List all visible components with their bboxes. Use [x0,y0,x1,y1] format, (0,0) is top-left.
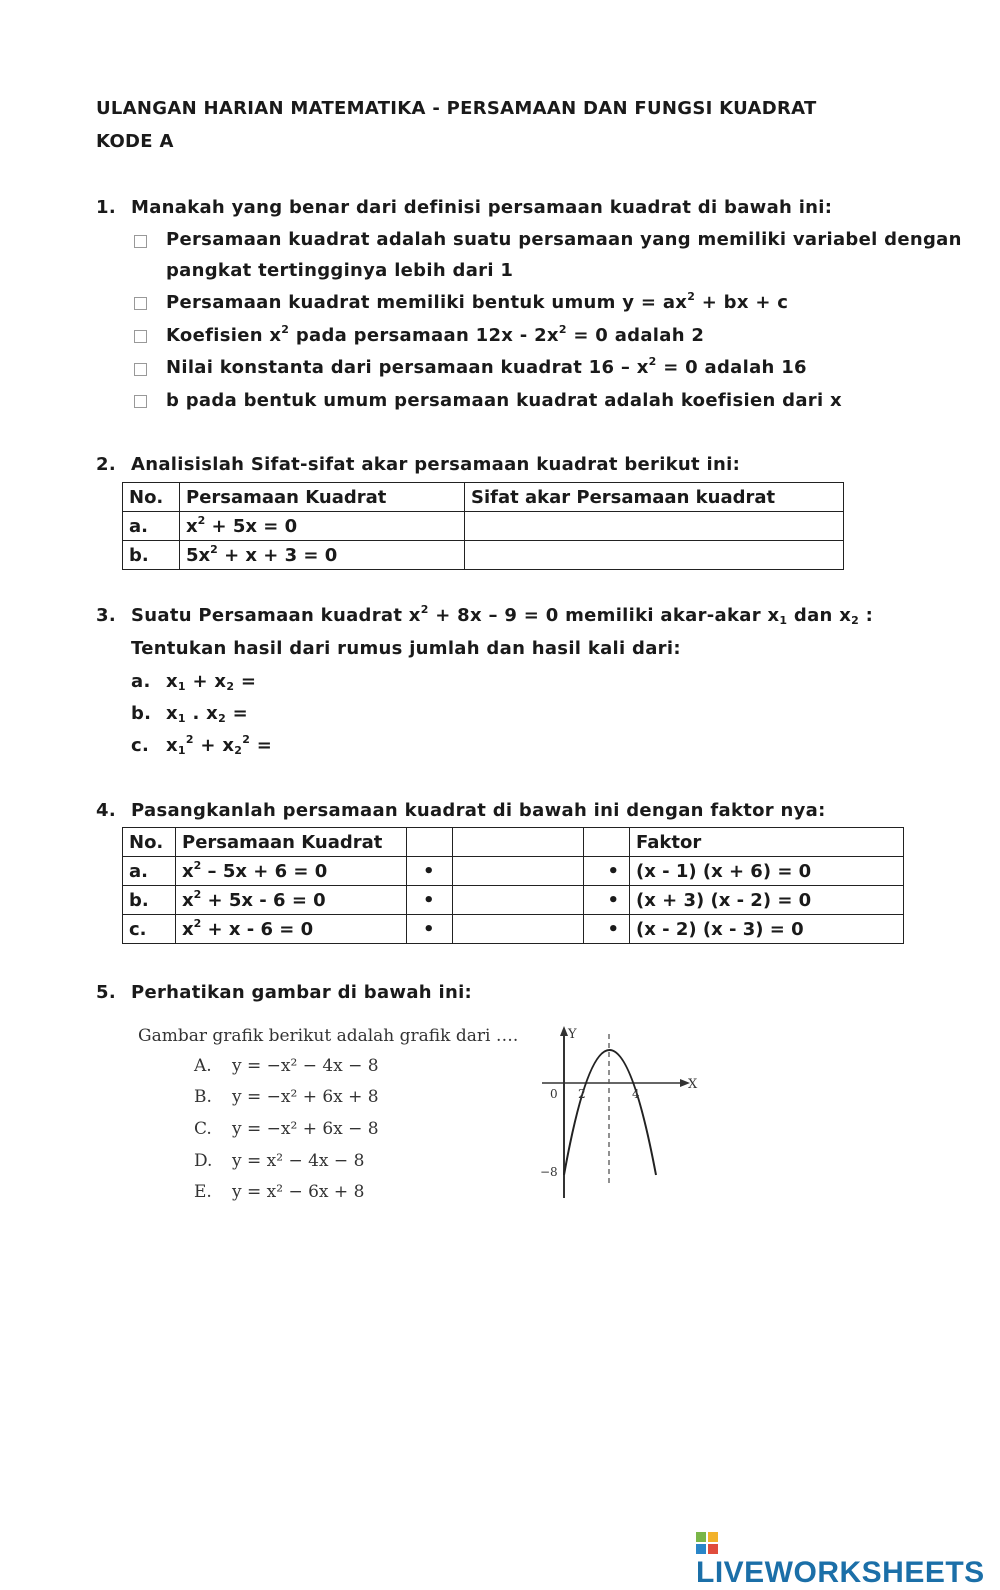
q4-row-c-no: c. [123,915,176,944]
y-axis-arrow [560,1026,568,1036]
q4-row-b-factor: (x + 3) (x - 2) = 0 [630,886,904,915]
q1-option-5: b pada bentuk umum persamaan kuadrat adalah koefisien dari x [166,390,842,411]
q2-row-a-no: a. [123,512,180,541]
tick-label-4: 4 [632,1087,640,1101]
q4-row-a-left-dot[interactable]: • [407,857,453,886]
q1-prompt: Manakah yang benar dari definisi persamaan kuadrat di bawah ini: [131,197,833,218]
logo-mark-icon [696,1532,718,1554]
q2-row-a-equation: $x^2 + 5x = 0$ [180,512,465,541]
q5-figure-caption: Gambar grafik berikut adalah grafik dari …. [138,1026,519,1046]
q3-statement: Suatu Persamaan kuadrat $x^2 + 8x - 9 = 0$ memiliki akar-akar $x_1$ dan $x_2$ : [131,603,874,627]
q4-number: 4. [96,800,116,821]
q1-checkbox-1[interactable] [134,235,147,248]
q4-header-blank-1 [407,828,453,857]
q2-row-a-answer[interactable] [465,512,844,541]
q2-header-equation: Persamaan Kuadrat [180,483,465,512]
q5-option-a-text: y = −x² − 4x − 8 [232,1056,379,1076]
q1-option-1-line1: Persamaan kuadrat adalah suatu persamaan yang memiliki variabel dengan [166,229,962,250]
exam-code: KODE A [96,131,174,152]
q4-header-factor: Faktor [630,828,904,857]
q3-c-expression: $x_1^2 + x_2^2$ = [166,733,273,757]
q2-row-b-equation: $5x^2 + x + 3 = 0$ [180,541,465,570]
q4-matching-table [122,827,904,944]
q5-option-d-label: D. [194,1151,213,1171]
q3-instruction: Tentukan hasil dari rumus jumlah dan hasil kali dari: [131,638,681,659]
q5-option-e-label: E. [194,1182,212,1202]
q3-b-expression: $x_1$ . $x_2$ = [166,703,248,725]
q1-option-1-line2: pangkat tertingginya lebih dari 1 [166,260,514,281]
origin-label: 0 [550,1087,558,1101]
liveworksheets-logo [696,1532,1000,1590]
q4-row-a-factor: (x - 1) (x + 6) = 0 [630,857,904,886]
x-axis-label: X [688,1077,698,1092]
q1-checkbox-3[interactable] [134,330,147,343]
parabola-graph [530,1020,710,1200]
q5-option-c-label: C. [194,1119,212,1139]
tick-label-neg8: −8 [540,1165,558,1179]
q1-number: 1. [96,197,116,218]
q2-row-b-no: b. [123,541,180,570]
q1-checkbox-5[interactable] [134,395,147,408]
q5-prompt: Perhatikan gambar di bawah ini: [131,982,473,1003]
q4-header-blank-3 [584,828,630,857]
q4-row-c-right-dot[interactable]: • [584,915,630,944]
q4-row-b-left-dot[interactable]: • [407,886,453,915]
q5-option-d-text: y = x² − 4x − 8 [232,1151,365,1171]
q4-row-b-equation: $x^2 + 5x - 6 = 0$ [176,886,407,915]
q1-checkbox-2[interactable] [134,297,147,310]
q4-row-c-left-dot[interactable]: • [407,915,453,944]
q4-row-a-equation: $x^2 - 5x + 6 = 0$ [176,857,407,886]
q4-row-b-right-dot[interactable]: • [584,886,630,915]
tick-label-2: 2 [578,1087,586,1101]
q1-option-3: Koefisien $x^2$ pada persamaan $12x - 2x^2 = 0$ adalah 2 [166,323,705,346]
q3-a-expression: $x_1 + x_2$ = [166,671,257,693]
page-title: ULANGAN HARIAN MATEMATIKA - PERSAMAAN DAN FUNGSI KUADRAT [96,98,817,119]
q2-header-no: No. [123,483,180,512]
q4-header-equation: Persamaan Kuadrat [176,828,407,857]
logo-text: LIVEWORKSHEETS [696,1556,985,1589]
q5-option-e-text: y = x² − 6x + 8 [232,1182,365,1202]
q4-row-c-factor: (x - 2) (x - 3) = 0 [630,915,904,944]
q2-number: 2. [96,454,116,475]
q1-checkbox-4[interactable] [134,363,147,376]
q1-option-4: Nilai konstanta dari persamaan kuadrat $16 - x^2 = 0$ adalah 16 [166,355,807,378]
q1-option-2: Persamaan kuadrat memiliki bentuk umum $y = ax^2$ + bx + c [166,290,789,313]
q4-row-b-gap [453,886,584,915]
q4-header-blank-2 [453,828,584,857]
q3-b-label: b. [131,703,152,724]
q4-row-c-equation: $x^2 + x - 6 = 0$ [176,915,407,944]
q2-table [122,482,844,570]
q4-row-c-gap [453,915,584,944]
q4-row-a-right-dot[interactable]: • [584,857,630,886]
q5-option-c-text: y = −x² + 6x − 8 [232,1119,379,1139]
q4-row-b-no: b. [123,886,176,915]
y-axis-label: Y [568,1027,577,1042]
q5-option-b-label: B. [194,1087,212,1107]
q2-prompt: Analisislah Sifat-sifat akar persamaan kuadrat berikut ini: [131,454,741,475]
q4-row-a-no: a. [123,857,176,886]
parabola-curve [564,1050,656,1175]
q3-c-label: c. [131,735,150,756]
q5-option-b-text: y = −x² + 6x + 8 [232,1087,379,1107]
q2-header-root-nature: Sifat akar Persamaan kuadrat [465,483,844,512]
q4-prompt: Pasangkanlah persamaan kuadrat di bawah ini dengan faktor nya: [131,800,826,821]
q4-row-a-gap [453,857,584,886]
q3-number: 3. [96,605,116,626]
q2-row-b-answer[interactable] [465,541,844,570]
q5-option-a-label: A. [194,1056,212,1076]
q3-a-label: a. [131,671,151,692]
q4-header-no: No. [123,828,176,857]
q5-number: 5. [96,982,116,1003]
